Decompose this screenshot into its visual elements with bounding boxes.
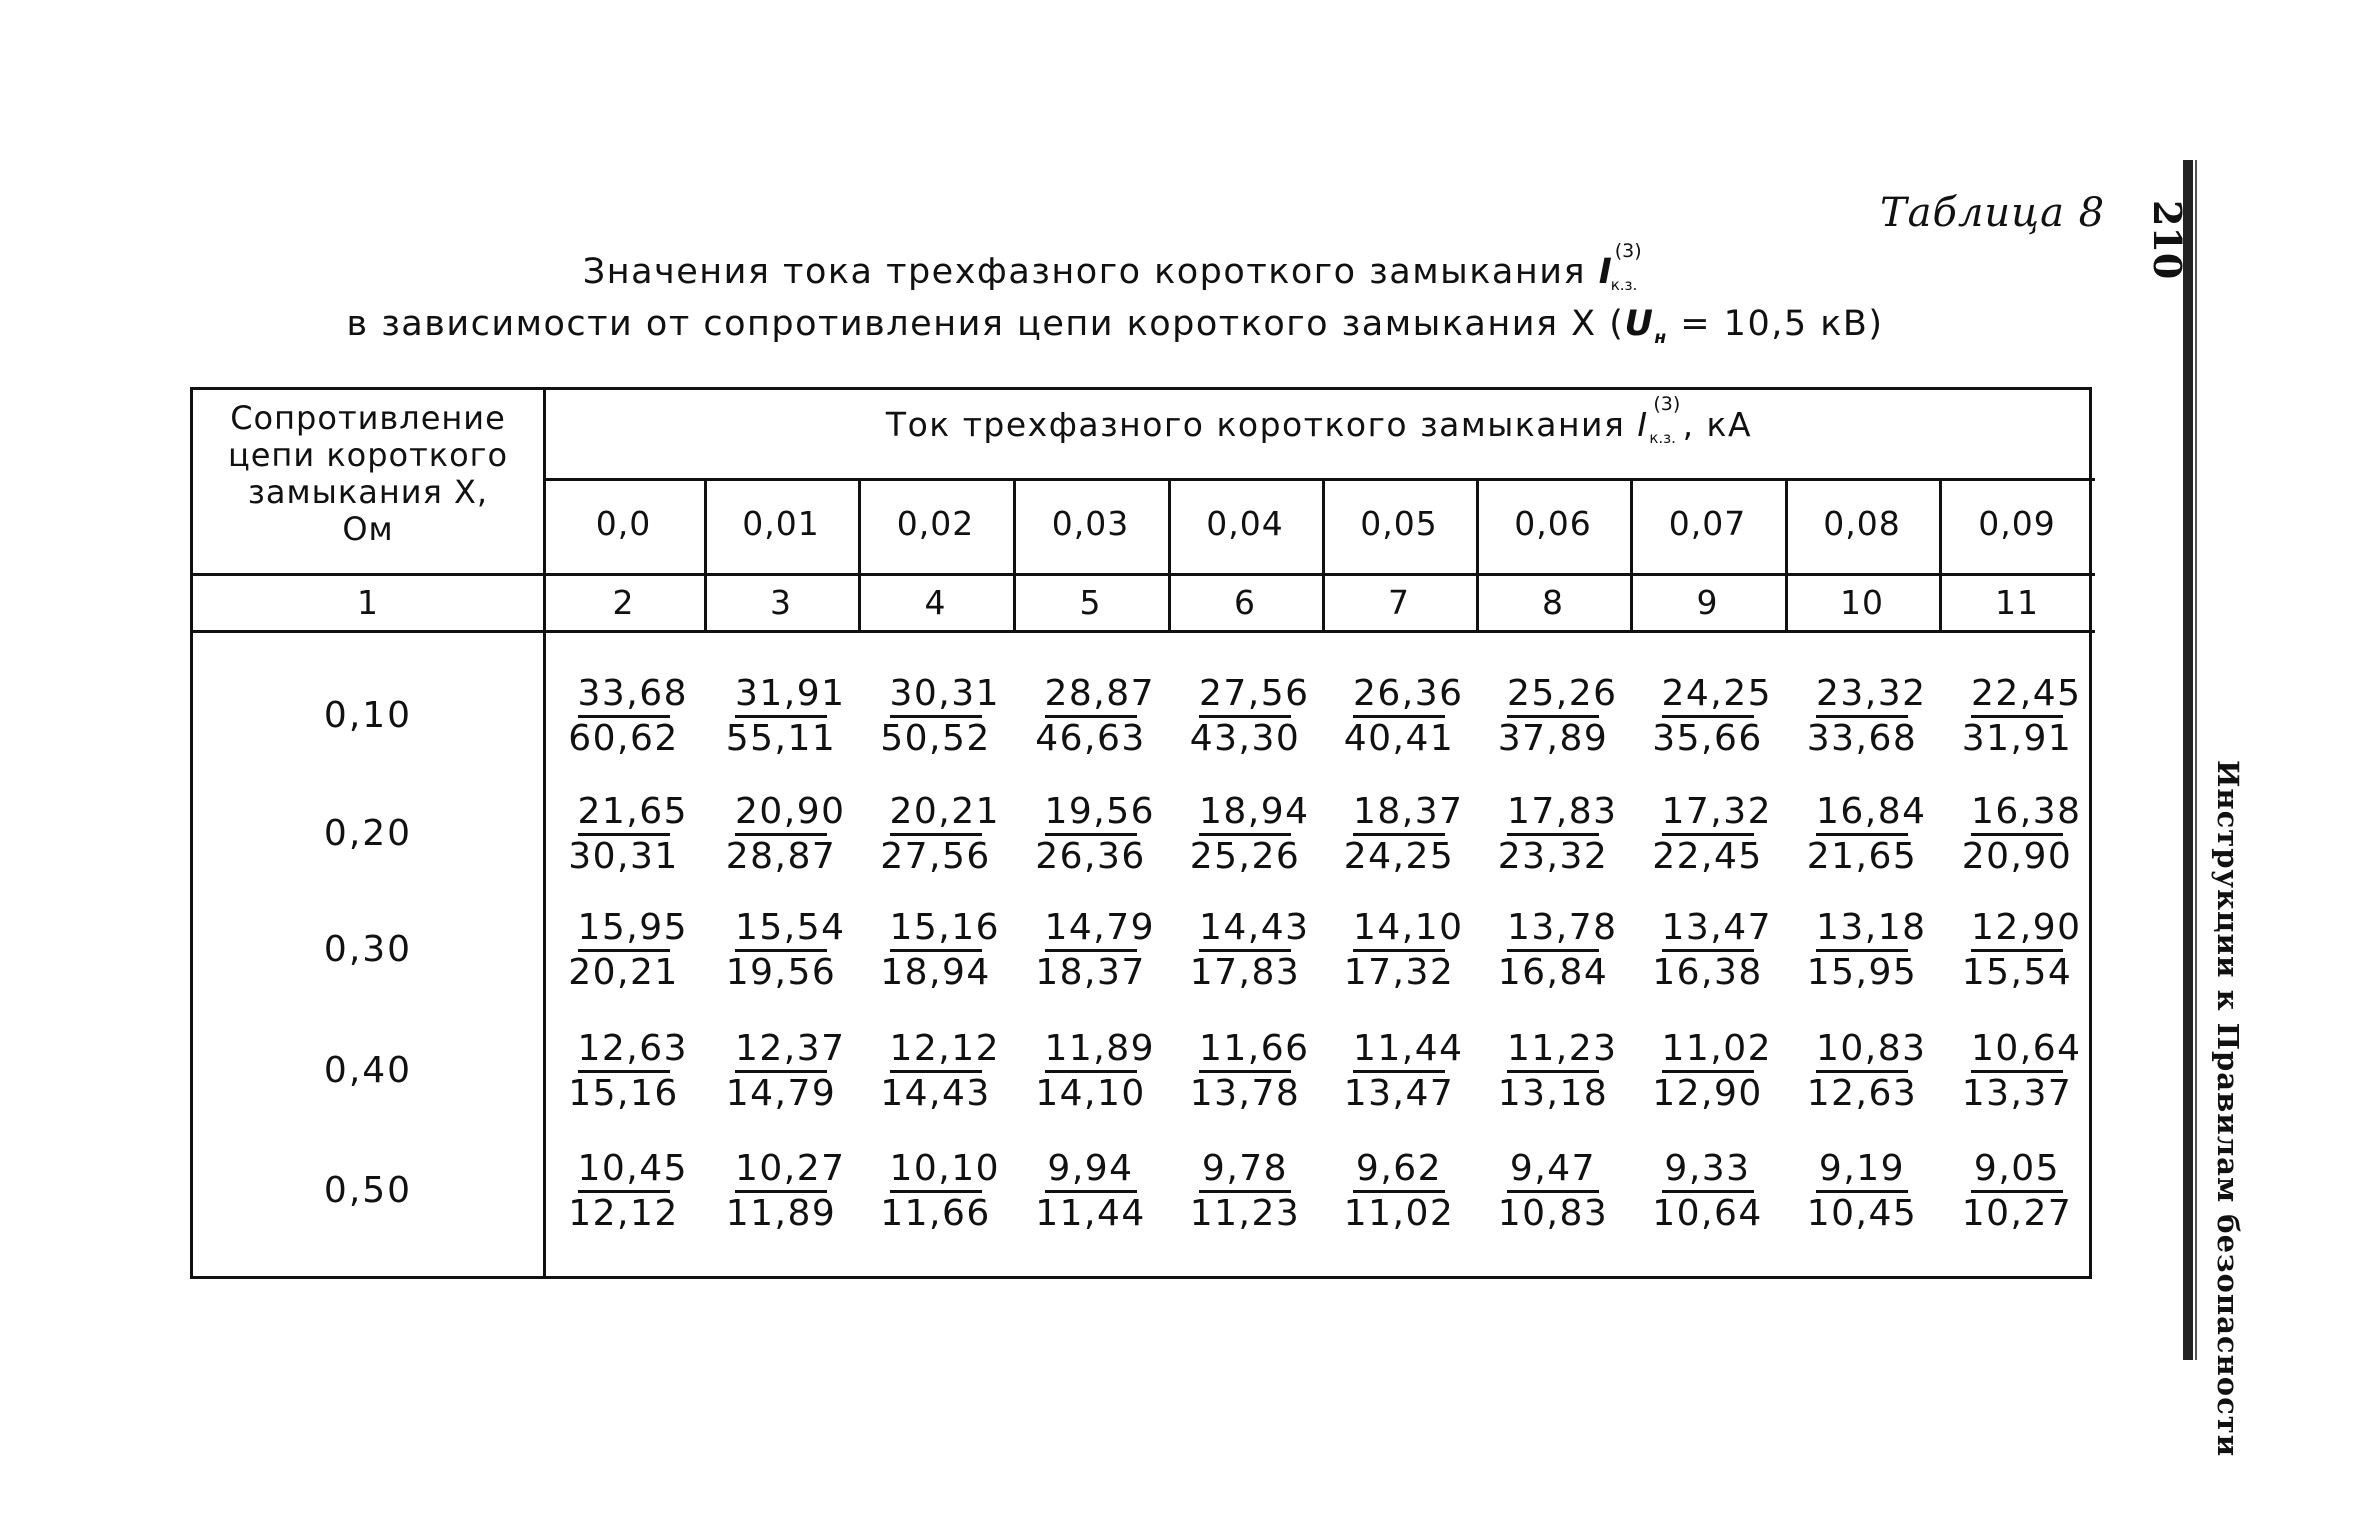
fraction-numerator: 11,66 (1199, 1030, 1291, 1073)
fraction-denominator: 13,37 (1961, 1073, 2073, 1114)
fraction-denominator: 11,02 (1343, 1193, 1455, 1234)
table-label: Таблица 8 (1880, 190, 2106, 236)
row-resistance-value: 0,40 (323, 1050, 413, 1091)
title-line-1-text: Значения тока трехфазного короткого замыкания (582, 252, 1587, 292)
fraction-denominator: 30,31 (568, 836, 679, 877)
current-value-fraction (1802, 791, 1927, 877)
column-number: 1 (357, 583, 379, 622)
current-value-fraction (564, 1148, 689, 1234)
title-line-2-eq: = 10,5 кВ) (1667, 304, 1884, 344)
table-title-line-1 (190, 240, 2040, 294)
column-number: 7 (1388, 583, 1410, 622)
fraction-numerator: 31,91 (735, 675, 827, 718)
voltage-symbol: U (1624, 304, 1655, 344)
group-header-symbol (1637, 393, 1682, 447)
fraction-denominator: 14,43 (880, 1073, 991, 1114)
fraction-numerator: 28,87 (1045, 675, 1137, 718)
current-value-fraction (1802, 1150, 1922, 1233)
fraction-numerator: 9,19 (1816, 1150, 1908, 1193)
fraction-denominator: 43,30 (1189, 718, 1301, 759)
fraction-numerator: 17,83 (1507, 793, 1599, 836)
fraction-denominator: 16,84 (1497, 952, 1609, 993)
fraction-numerator: 33,68 (578, 675, 670, 718)
current-value-fraction (1185, 673, 1310, 759)
row-resistance-value: 0,30 (323, 929, 413, 970)
fraction-numerator: 12,63 (578, 1030, 670, 1073)
fraction-denominator: 60,62 (568, 718, 679, 759)
current-value-fraction (1957, 791, 2082, 877)
fraction-numerator: 13,78 (1507, 909, 1599, 952)
fraction-denominator: 37,89 (1497, 718, 1609, 759)
fraction-denominator: 28,87 (725, 836, 837, 877)
current-value-fraction (564, 907, 689, 993)
fraction-denominator: 40,41 (1343, 718, 1455, 759)
current-value-fraction (1802, 673, 1927, 759)
current-value-fraction (1493, 907, 1618, 993)
fraction-denominator: 14,79 (725, 1073, 837, 1114)
current-value-fraction (1185, 1150, 1305, 1233)
current-value-fraction (1339, 1028, 1464, 1114)
fraction-denominator: 55,11 (725, 718, 837, 759)
fraction-numerator: 14,43 (1199, 909, 1291, 952)
fraction-denominator: 15,95 (1806, 952, 1918, 993)
fraction-numerator: 10,64 (1971, 1030, 2063, 1073)
row-resistance-value: 0,50 (323, 1170, 413, 1211)
fraction-numerator: 15,54 (735, 909, 827, 952)
fraction-numerator: 9,78 (1199, 1150, 1291, 1193)
fraction-denominator: 10,45 (1806, 1193, 1918, 1234)
fraction-numerator: 9,62 (1353, 1150, 1445, 1193)
column-number: 8 (1542, 583, 1564, 622)
fraction-denominator: 13,18 (1497, 1073, 1609, 1114)
current-value-fraction (564, 791, 689, 877)
running-title: Инструкции к Правилам безопасности (2211, 760, 2245, 1458)
fraction-numerator: 19,56 (1045, 793, 1137, 836)
current-value-fraction (721, 907, 846, 993)
column-header: 0,03 (1051, 504, 1130, 543)
current-value-fraction (1339, 907, 1464, 993)
group-header-text: Ток трехфазного короткого замыкания (885, 405, 1626, 444)
current-value-fraction (1031, 1150, 1151, 1233)
current-value-fraction (1031, 791, 1156, 877)
fraction-numerator: 21,65 (578, 793, 670, 836)
current-value-fraction (1957, 1150, 2077, 1233)
current-value-fraction (876, 907, 1001, 993)
fraction-denominator: 27,56 (880, 836, 991, 877)
fraction-numerator: 15,16 (890, 909, 982, 952)
row-resistance-value: 0,20 (323, 813, 413, 854)
row-header (193, 400, 543, 548)
fraction-numerator: 10,10 (890, 1150, 982, 1193)
fraction-denominator: 12,90 (1652, 1073, 1763, 1114)
fraction-numerator: 13,18 (1816, 909, 1908, 952)
current-value-fraction (564, 673, 689, 759)
fraction-numerator: 16,84 (1816, 793, 1908, 836)
fraction-numerator: 9,94 (1045, 1150, 1137, 1193)
fraction-denominator: 18,37 (1035, 952, 1146, 993)
fraction-denominator: 10,64 (1652, 1193, 1763, 1234)
column-header: 0,06 (1514, 504, 1592, 543)
fraction-numerator: 18,94 (1199, 793, 1291, 836)
current-value-fraction (1648, 907, 1773, 993)
current-value-fraction (1185, 791, 1310, 877)
column-number: 2 (612, 583, 635, 622)
fraction-numerator: 23,32 (1816, 675, 1908, 718)
current-value-fraction (1339, 1150, 1459, 1233)
fraction-numerator: 9,05 (1971, 1150, 2063, 1193)
group-header (543, 393, 2095, 447)
fraction-numerator: 11,23 (1507, 1030, 1599, 1073)
current-value-fraction (1802, 1028, 1927, 1114)
column-header: 0,09 (1978, 504, 2056, 543)
current-value-fraction (1185, 907, 1310, 993)
fraction-denominator: 11,23 (1189, 1193, 1301, 1234)
current-value-fraction (1493, 1150, 1613, 1233)
fraction-denominator: 15,54 (1961, 952, 2073, 993)
fraction-denominator: 20,90 (1961, 836, 2073, 877)
fraction-denominator: 12,63 (1806, 1073, 1918, 1114)
column-number: 5 (1079, 583, 1102, 622)
fraction-denominator: 25,26 (1189, 836, 1301, 877)
fraction-denominator: 10,27 (1961, 1193, 2073, 1234)
table-rule-horizontal (193, 630, 2095, 633)
fraction-denominator: 11,89 (725, 1193, 837, 1234)
column-header: 0,02 (896, 504, 975, 543)
current-symbol-sup: (3) (1614, 240, 1642, 262)
current-value-fraction (1648, 1028, 1773, 1114)
row-header-line: цепи короткого (227, 436, 509, 474)
current-value-fraction (1648, 791, 1773, 877)
fraction-denominator: 17,32 (1343, 952, 1455, 993)
fraction-denominator: 11,44 (1035, 1193, 1146, 1234)
fraction-numerator: 20,21 (890, 793, 982, 836)
data-table (190, 387, 2092, 1279)
fraction-numerator: 22,45 (1971, 675, 2063, 718)
current-value-fraction (1339, 791, 1464, 877)
page-number: 210 (2145, 200, 2190, 280)
current-value-fraction (876, 673, 1001, 759)
current-value-fraction (721, 673, 846, 759)
current-value-fraction (1493, 673, 1618, 759)
fraction-denominator: 35,66 (1652, 718, 1763, 759)
fraction-numerator: 25,26 (1507, 675, 1599, 718)
fraction-numerator: 9,47 (1507, 1150, 1599, 1193)
current-value-fraction (876, 1148, 1001, 1234)
fraction-denominator: 13,78 (1189, 1073, 1301, 1114)
fraction-denominator: 24,25 (1343, 836, 1455, 877)
column-header: 0,08 (1823, 504, 1901, 543)
group-symbol-sub: к.з. (1649, 429, 1676, 447)
fraction-numerator: 10,45 (578, 1150, 670, 1193)
fraction-denominator: 19,56 (725, 952, 837, 993)
current-symbol-sub: к.з. (1610, 276, 1638, 294)
fraction-denominator: 23,32 (1497, 836, 1609, 877)
fraction-denominator: 31,91 (1961, 718, 2073, 759)
current-value-fraction (1339, 673, 1464, 759)
column-number: 4 (924, 583, 947, 622)
fraction-denominator: 11,66 (880, 1193, 991, 1234)
fraction-numerator: 13,47 (1662, 909, 1754, 952)
current-value-fraction (721, 791, 846, 877)
side-rule-thin (2195, 160, 2197, 1360)
fraction-numerator: 26,36 (1353, 675, 1445, 718)
current-value-fraction (1957, 1028, 2082, 1114)
fraction-numerator: 20,90 (735, 793, 827, 836)
fraction-numerator: 12,12 (890, 1030, 982, 1073)
column-number: 11 (1995, 583, 2039, 622)
group-symbol-letter: I (1637, 405, 1649, 444)
column-header: 0,07 (1668, 504, 1747, 543)
table-rule-horizontal (193, 573, 2095, 576)
fraction-numerator: 10,27 (735, 1150, 827, 1193)
fraction-numerator: 9,33 (1662, 1150, 1754, 1193)
table-rule-horizontal (543, 478, 2095, 481)
current-value-fraction (1031, 1028, 1156, 1114)
column-number: 10 (1840, 583, 1884, 622)
column-number: 9 (1696, 583, 1719, 622)
column-header: 0,0 (595, 504, 652, 543)
fraction-numerator: 14,79 (1045, 909, 1137, 952)
fraction-denominator: 12,12 (568, 1193, 679, 1234)
row-header-line: Ом (342, 510, 394, 548)
current-value-fraction (1185, 1028, 1310, 1114)
fraction-denominator: 22,45 (1652, 836, 1763, 877)
current-value-fraction (1031, 907, 1156, 993)
fraction-denominator: 15,16 (568, 1073, 679, 1114)
title-line-2-text: в зависимости от сопротивления цепи короткого замыкания X ( (346, 304, 1625, 344)
current-value-fraction (1031, 673, 1156, 759)
fraction-numerator: 16,38 (1971, 793, 2063, 836)
side-rule (2183, 160, 2193, 1360)
current-value-fraction (876, 1028, 1001, 1114)
fraction-numerator: 18,37 (1353, 793, 1445, 836)
current-value-fraction (1957, 907, 2082, 993)
fraction-numerator: 15,95 (578, 909, 670, 952)
fraction-numerator: 12,37 (735, 1030, 827, 1073)
column-number: 6 (1234, 583, 1256, 622)
column-header: 0,01 (742, 504, 820, 543)
fraction-numerator: 30,31 (890, 675, 982, 718)
current-value-fraction (876, 791, 1001, 877)
fraction-denominator: 46,63 (1035, 718, 1146, 759)
column-number: 3 (770, 583, 792, 622)
group-header-unit: , кА (1682, 405, 1753, 444)
current-value-fraction (1802, 907, 1927, 993)
fraction-denominator: 26,36 (1035, 836, 1146, 877)
fraction-denominator: 33,68 (1806, 718, 1918, 759)
fraction-denominator: 20,21 (568, 952, 679, 993)
fraction-numerator: 17,32 (1662, 793, 1754, 836)
current-value-fraction (1957, 673, 2082, 759)
fraction-numerator: 27,56 (1199, 675, 1291, 718)
fraction-numerator: 14,10 (1353, 909, 1445, 952)
voltage-symbol-sub: н (1654, 328, 1668, 348)
current-symbol (1598, 240, 1648, 294)
fraction-numerator: 11,02 (1662, 1030, 1754, 1073)
fraction-numerator: 11,44 (1353, 1030, 1445, 1073)
current-value-fraction (564, 1028, 689, 1114)
current-value-fraction (1648, 673, 1773, 759)
fraction-numerator: 11,89 (1045, 1030, 1137, 1073)
current-value-fraction (1648, 1150, 1768, 1233)
fraction-numerator: 24,25 (1662, 675, 1754, 718)
current-symbol-letter: I (1598, 252, 1614, 292)
column-header: 0,04 (1206, 504, 1284, 543)
row-header-line: Сопротивление (230, 399, 506, 437)
current-value-fraction (1493, 791, 1618, 877)
current-value-fraction (721, 1028, 846, 1114)
column-header: 0,05 (1360, 504, 1438, 543)
fraction-denominator: 21,65 (1806, 836, 1918, 877)
fraction-denominator: 13,47 (1343, 1073, 1455, 1114)
fraction-denominator: 16,38 (1652, 952, 1763, 993)
fraction-denominator: 14,10 (1035, 1073, 1146, 1114)
table-title-line-2 (190, 304, 2040, 348)
fraction-denominator: 50,52 (880, 718, 991, 759)
fraction-numerator: 12,90 (1971, 909, 2063, 952)
row-resistance-value: 0,10 (323, 695, 413, 736)
group-symbol-sup: (3) (1653, 393, 1681, 415)
fraction-denominator: 10,83 (1497, 1193, 1609, 1234)
current-value-fraction (1493, 1028, 1618, 1114)
fraction-numerator: 10,83 (1816, 1030, 1908, 1073)
row-header-line: замыкания X, (247, 473, 489, 511)
fraction-denominator: 18,94 (880, 952, 991, 993)
fraction-denominator: 17,83 (1189, 952, 1301, 993)
current-value-fraction (721, 1148, 846, 1234)
